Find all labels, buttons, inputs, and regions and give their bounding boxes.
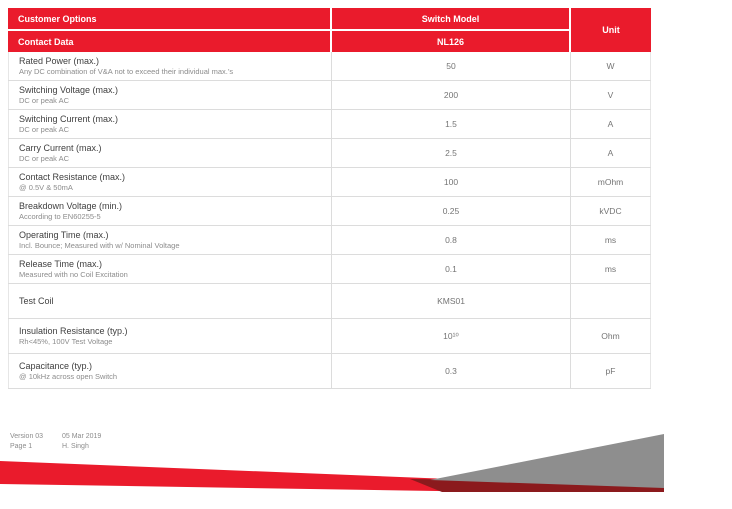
spec-table [8,8,651,389]
table-row [8,319,651,354]
row-title: Switching Current (max.) [19,114,119,124]
table-row [8,284,651,319]
header-customer-options: Customer Options [8,8,330,29]
row-unit-cell: kVDC [571,197,651,225]
row-label-cell [8,319,332,353]
row-label-cell [8,226,332,254]
footer-page: Page 1 [10,443,33,450]
table-row [8,139,651,168]
row-value-cell: KMS01 [332,284,571,318]
row-value-cell: 2.5 [332,139,571,167]
row-value-cell: 0.3 [332,354,571,388]
table-row [8,354,651,389]
row-value-cell: 10¹⁰ [332,319,571,353]
row-label-cell [8,52,332,80]
row-label-cell [8,139,332,167]
row-label-cell [8,110,332,138]
row-title: Insulation Resistance (typ.) [19,326,128,336]
row-value-cell: 0.8 [332,226,571,254]
row-unit-cell: W [571,52,651,80]
row-unit-cell: pF [571,354,651,388]
row-unit-cell [571,284,651,318]
table-row [8,110,651,139]
row-unit-cell: V [571,81,651,109]
row-unit-cell: ms [571,226,651,254]
row-label-cell [8,284,332,318]
header-unit: Unit [571,8,651,52]
row-title: Switching Voltage (max.) [19,85,119,95]
table-body [8,52,651,389]
row-value-cell: 50 [332,52,571,80]
header-switch-model: Switch Model [332,8,569,29]
row-unit-cell: A [571,110,651,138]
footer-date: 05 Mar 2019 [62,433,102,440]
row-title: Breakdown Voltage (min.) [19,201,123,211]
row-label-cell [8,197,332,225]
row-title: Operating Time (max.) [19,230,109,240]
row-subtitle: @ 10kHz across open Switch [19,372,118,382]
row-unit-cell: Ohm [571,319,651,353]
row-subtitle: @ 0.5V & 50mA [19,183,73,193]
table-row [8,226,651,255]
row-label-cell [8,81,332,109]
red-ribbon [0,461,500,492]
footer-author: H. Singh [62,443,89,450]
table-row [8,197,651,226]
row-value-cell: 1.5 [332,110,571,138]
row-subtitle: According to EN60255-5 [19,212,101,222]
header-model-number: NL126 [332,31,569,52]
header-contact-data: Contact Data [8,31,330,52]
row-value-cell: 200 [332,81,571,109]
row-subtitle: Rh<45%, 100V Test Voltage [19,337,113,347]
table-row [8,168,651,197]
row-value-cell: 100 [332,168,571,196]
row-title: Release Time (max.) [19,259,103,269]
row-subtitle: DC or peak AC [19,125,70,135]
row-value-cell: 0.25 [332,197,571,225]
row-unit-cell: A [571,139,651,167]
table-row [8,52,651,81]
row-subtitle: DC or peak AC [19,154,70,164]
row-title: Rated Power (max.) [19,56,100,66]
dark-red-ribbon [410,479,664,492]
row-subtitle: Any DC combination of V&A not to exceed their individual max.’s [19,67,234,77]
row-unit-cell: ms [571,255,651,283]
row-unit-cell: mOhm [571,168,651,196]
row-label-cell [8,255,332,283]
row-label-cell [8,354,332,388]
row-title: Test Coil [19,295,54,306]
row-title: Contact Resistance (max.) [19,172,126,182]
page-footer [10,433,101,450]
table-row [8,81,651,110]
row-value-cell: 0.1 [332,255,571,283]
row-label-cell [8,168,332,196]
row-subtitle: Incl. Bounce; Measured with w/ Nominal Voltage [19,241,180,251]
footer-version: Version 03 [10,433,44,440]
row-title: Carry Current (max.) [19,143,102,153]
row-subtitle: DC or peak AC [19,96,70,106]
gray-triangle [430,434,664,488]
table-header [8,8,651,52]
table-row [8,255,651,284]
row-subtitle: Measured with no Coil Excitation [19,270,128,280]
row-title: Capacitance (typ.) [19,361,93,371]
